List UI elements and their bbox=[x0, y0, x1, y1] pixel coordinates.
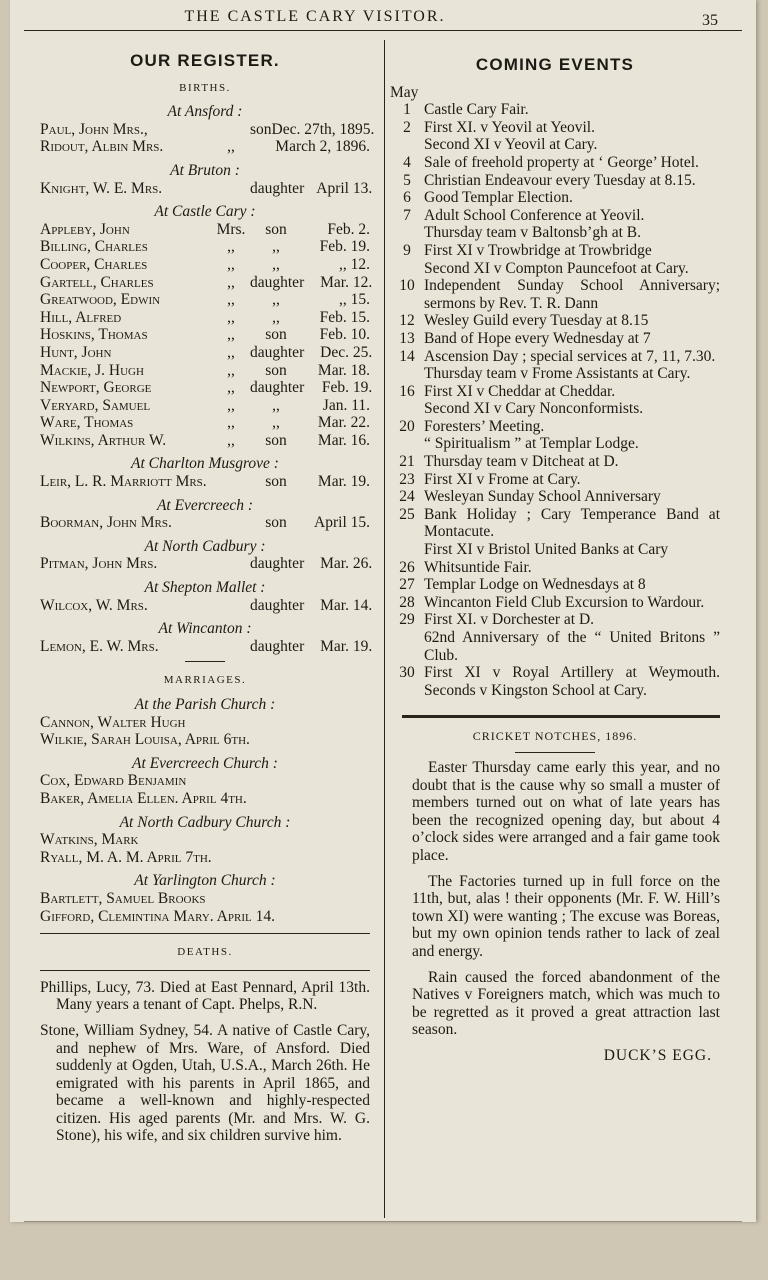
event-item bbox=[390, 312, 720, 330]
birth-name: Wilcox, W. Mrs. bbox=[40, 596, 148, 614]
birth-sex: ,, bbox=[272, 396, 280, 414]
event-item bbox=[390, 189, 720, 207]
event-day: 7 bbox=[403, 206, 411, 224]
event-line: Adult School Conference at Yeovil. bbox=[424, 206, 645, 224]
birth-name: Leir, L. R. Marriott Mrs. bbox=[40, 473, 207, 491]
event-text bbox=[424, 471, 720, 489]
birth-parent: ,, bbox=[227, 238, 235, 256]
birth-entry bbox=[40, 273, 373, 292]
event-item bbox=[390, 242, 720, 277]
event-day: 12 bbox=[399, 312, 415, 330]
marriage-place: At the Parish Church : bbox=[134, 696, 276, 713]
births-heading: BIRTHS. bbox=[179, 81, 231, 94]
birth-parent bbox=[212, 180, 250, 198]
birth-name: Mackie, J. Hugh bbox=[40, 361, 144, 379]
event-item bbox=[390, 506, 720, 559]
event-item bbox=[390, 453, 720, 471]
event-text bbox=[424, 101, 720, 119]
birth-entry bbox=[40, 291, 370, 309]
birth-name: Lemon, E. W. Mrs. bbox=[40, 637, 159, 655]
event-text bbox=[424, 418, 720, 453]
birth-sex: daughter bbox=[250, 343, 305, 361]
signature: DUCK’S EGG. bbox=[603, 1046, 712, 1064]
birth-entry bbox=[40, 596, 373, 615]
birth-sex: daughter bbox=[250, 555, 305, 573]
birth-date: Mar. 19. bbox=[320, 637, 373, 655]
event-day: 25 bbox=[399, 505, 415, 523]
event-day: 21 bbox=[399, 453, 415, 471]
birth-name: Gartell, Charles bbox=[40, 273, 154, 291]
death-entry: Phillips, Lucy, 73. Died at East Pennard, April 13th. Many years a tenant of Capt. Phelps, R.N. bbox=[40, 978, 370, 1014]
marriages-list bbox=[40, 696, 370, 925]
event-day: 6 bbox=[403, 189, 411, 207]
event-text bbox=[424, 242, 720, 277]
event-line: Wesley Guild every Tuesday at 8.15 bbox=[424, 312, 649, 330]
marriages-heading: MARRIAGES. bbox=[163, 674, 247, 687]
event-line: First XI. v Dorchester at D. bbox=[424, 611, 595, 629]
event-item bbox=[390, 418, 720, 453]
birth-parent bbox=[212, 473, 250, 491]
header-rule bbox=[24, 30, 742, 31]
events-title: COMING EVENTS bbox=[475, 55, 635, 74]
event-text bbox=[424, 576, 720, 594]
birth-name: Billing, Charles bbox=[40, 238, 148, 256]
event-line: Whitsuntide Fair. bbox=[424, 558, 532, 576]
event-text bbox=[424, 383, 720, 418]
birth-entry bbox=[40, 637, 373, 656]
divider bbox=[40, 970, 370, 971]
events-list bbox=[390, 101, 720, 699]
event-line: First XI v Royal Artillery at Weymouth. Seconds v Kingston School at Cary. bbox=[424, 664, 720, 699]
birth-parent bbox=[212, 597, 250, 615]
birth-entry bbox=[40, 414, 370, 432]
birth-date: Mar. 18. bbox=[317, 361, 370, 379]
birth-date: Feb. 2. bbox=[327, 220, 370, 238]
page-number: 35 bbox=[702, 12, 718, 29]
event-line: Castle Cary Fair. bbox=[424, 101, 529, 119]
event-item bbox=[390, 664, 720, 699]
event-item bbox=[390, 559, 720, 577]
birth-sex: daughter bbox=[250, 637, 305, 655]
event-line: Second XI v Compton Pauncefoot at Cary. bbox=[424, 259, 689, 277]
event-day: 1 bbox=[403, 101, 411, 119]
birth-sex: son bbox=[265, 473, 287, 491]
birth-entry bbox=[40, 221, 370, 239]
event-day: 16 bbox=[399, 382, 415, 400]
event-line: Second XI v Cary Nonconformists. bbox=[424, 400, 644, 418]
birth-date: Dec. 27th, 1895. bbox=[271, 120, 375, 138]
birth-name: Hoskins, Thomas bbox=[40, 326, 148, 344]
birth-parent: ,, bbox=[227, 308, 235, 326]
event-item bbox=[390, 611, 720, 664]
birth-name: Wilkins, Arthur W. bbox=[40, 431, 167, 449]
birth-sex: daughter bbox=[250, 179, 305, 197]
event-line: Band of Hope every Wednesday at 7 bbox=[424, 329, 651, 347]
birth-entry bbox=[40, 473, 370, 491]
birth-name: Paul, John Mrs., bbox=[40, 120, 148, 138]
event-item bbox=[390, 488, 720, 506]
birth-sex: son bbox=[265, 431, 287, 449]
event-line: Christian Endeavour every Tuesday at 8.15. bbox=[424, 171, 696, 189]
event-text bbox=[424, 154, 720, 172]
birth-entry bbox=[40, 514, 370, 532]
event-text bbox=[424, 330, 720, 348]
birth-date: ,, 12. bbox=[339, 255, 370, 273]
event-text bbox=[424, 664, 720, 699]
event-line: Thursday team v Baltonsb’gh at B. bbox=[424, 224, 641, 242]
birth-parent bbox=[212, 514, 250, 532]
birth-place: At Castle Cary : bbox=[154, 203, 256, 221]
event-line: Foresters’ Meeting. bbox=[424, 417, 545, 435]
cricket-title: CRICKET NOTCHES, 1896. bbox=[472, 729, 638, 744]
births-list bbox=[40, 103, 375, 655]
birth-date: Mar. 16. bbox=[317, 431, 370, 449]
deaths-list bbox=[40, 979, 370, 1145]
event-line: Thursday team v Frome Assistants at Cary. bbox=[424, 365, 691, 383]
birth-name: Hill, Alfred bbox=[40, 308, 122, 326]
birth-place: At Evercreech : bbox=[156, 496, 254, 514]
birth-entry bbox=[40, 326, 370, 344]
event-line: “ Spiritualism ” at Templar Lodge. bbox=[424, 435, 639, 453]
event-text bbox=[424, 611, 720, 664]
magazine-page bbox=[10, 0, 756, 1222]
birth-parent: ,, bbox=[227, 343, 235, 361]
birth-sex: daughter bbox=[250, 379, 305, 397]
birth-parent bbox=[212, 638, 250, 656]
event-text bbox=[424, 594, 720, 612]
birth-date: Jan. 11. bbox=[322, 396, 370, 414]
birth-parent: ,, bbox=[227, 291, 235, 309]
birth-entry bbox=[40, 256, 370, 274]
event-line: Wincanton Field Club Excursion to Wardour. bbox=[424, 593, 705, 611]
event-day: 27 bbox=[399, 576, 415, 594]
marriage-line: Ryall, M. A. M. April 7th. bbox=[40, 848, 212, 866]
birth-parent: ,, bbox=[227, 431, 235, 449]
event-item bbox=[390, 594, 720, 612]
event-day: 24 bbox=[399, 488, 415, 506]
event-day: 13 bbox=[399, 329, 415, 347]
birth-name: Greatwood, Edwin bbox=[40, 291, 161, 309]
event-day: 9 bbox=[403, 241, 411, 259]
birth-entry bbox=[40, 138, 370, 156]
birth-name: Cooper, Charles bbox=[40, 255, 148, 273]
event-line: Second XI v Yeovil at Cary. bbox=[424, 136, 598, 154]
birth-place: At Ansford : bbox=[167, 103, 243, 121]
event-item bbox=[390, 348, 720, 383]
event-line: Sale of freehold property at ‘ George’ Hotel. bbox=[424, 153, 699, 171]
event-line: Ascension Day ; special services at 7, 11, 7.30. bbox=[424, 347, 716, 365]
birth-name: Newport, George bbox=[40, 379, 152, 397]
register-title: OUR REGISTER. bbox=[130, 51, 280, 70]
birth-date: April 15. bbox=[314, 514, 370, 532]
birth-date: Feb. 19. bbox=[321, 379, 373, 397]
event-day: 4 bbox=[403, 153, 411, 171]
event-line: First XI. v Yeovil at Yeovil. bbox=[424, 118, 595, 136]
birth-date: March 2, 1896. bbox=[275, 138, 370, 156]
event-day: 5 bbox=[403, 171, 411, 189]
birth-sex: ,, bbox=[272, 308, 280, 326]
article-paragraph: Easter Thursday came early this year, and no doubt that is the cause why so small a muster of members turned out on what of late years has been the recognized opening day, but about 4 o’clock sides were arranged and a fair game took place. bbox=[412, 758, 720, 864]
event-text bbox=[424, 189, 720, 207]
birth-place: At Shepton Mallet : bbox=[144, 579, 266, 597]
birth-sex: ,, bbox=[272, 414, 280, 432]
event-line: Independent Sunday School Anniversary; sermons by Rev. T. R. Dann bbox=[424, 277, 720, 312]
birth-name: Pitman, John Mrs. bbox=[40, 555, 158, 573]
birth-sex: daughter bbox=[250, 596, 305, 614]
event-line: Good Templar Election. bbox=[424, 189, 573, 207]
birth-sex bbox=[250, 138, 275, 156]
marriage-line: Gifford, Clemintina Mary. April 14. bbox=[40, 907, 275, 925]
event-item bbox=[390, 576, 720, 594]
birth-entry bbox=[40, 238, 370, 256]
divider bbox=[402, 715, 720, 718]
marriage-line: Bartlett, Samuel Brooks bbox=[40, 889, 206, 907]
event-text bbox=[424, 207, 720, 242]
event-text bbox=[424, 506, 720, 559]
birth-name: Ridout, Albin Mrs. bbox=[40, 138, 164, 156]
marriage-line: Watkins, Mark bbox=[40, 831, 139, 849]
event-line: First XI v Frome at Cary. bbox=[424, 470, 581, 488]
event-line: 62nd Anniversary of the “ United Britons ” Club. bbox=[424, 629, 720, 664]
birth-parent bbox=[212, 121, 250, 139]
birth-name: Knight, W. E. Mrs. bbox=[40, 179, 163, 197]
birth-date: Dec. 25. bbox=[320, 343, 373, 361]
birth-name: Veryard, Samuel bbox=[40, 396, 151, 414]
event-text bbox=[424, 312, 720, 330]
event-item bbox=[390, 119, 720, 154]
birth-parent bbox=[212, 555, 250, 573]
event-line: Thursday team v Ditcheat at D. bbox=[424, 453, 619, 471]
running-header: THE CASTLE CARY VISITOR. bbox=[184, 8, 446, 25]
birth-entry bbox=[40, 120, 375, 139]
event-day: 2 bbox=[403, 118, 411, 136]
birth-date: Feb. 10. bbox=[319, 326, 370, 344]
death-entry: Stone, William Sydney, 54. A native of Castle Cary, and nephew of Mrs. Ware, of Ansford. Died suddenly at Ogden, Utah, U.S.A., March 26th. He emigrated with his parents in April 1865, and became a well-known and highly-respected citizen. His aged parents (Mr. and Mrs. W. G. Stone), his wife, and six children survive him. bbox=[40, 1021, 370, 1145]
event-item bbox=[390, 383, 720, 418]
event-line: Bank Holiday ; Cary Temperance Band at Montacute. bbox=[424, 505, 720, 541]
birth-sex: son bbox=[265, 220, 287, 238]
divider bbox=[185, 661, 225, 662]
event-day: 10 bbox=[399, 277, 415, 295]
event-line: First XI v Cheddar at Cheddar. bbox=[424, 382, 616, 400]
birth-date: Mar. 22. bbox=[317, 414, 370, 432]
event-item bbox=[390, 101, 720, 119]
event-day: 14 bbox=[399, 347, 415, 365]
event-item bbox=[390, 471, 720, 489]
event-day: 29 bbox=[399, 611, 415, 629]
event-text bbox=[424, 119, 720, 154]
event-text bbox=[424, 348, 720, 383]
birth-sex: son bbox=[265, 514, 287, 532]
event-text bbox=[424, 453, 720, 471]
marriage-line: Baker, Amelia Ellen. April 4th. bbox=[40, 789, 247, 807]
birth-entry bbox=[40, 397, 370, 415]
event-item bbox=[390, 154, 720, 172]
event-day: 20 bbox=[399, 417, 415, 435]
event-text bbox=[424, 172, 720, 190]
event-text bbox=[424, 559, 720, 577]
marriage-line: Cox, Edward Benjamin bbox=[40, 772, 187, 790]
page-bottom-edge bbox=[24, 1221, 742, 1222]
cricket-article bbox=[390, 759, 720, 1039]
birth-sex: daughter bbox=[250, 273, 305, 291]
event-item bbox=[390, 207, 720, 242]
birth-sex: ,, bbox=[272, 291, 280, 309]
event-text bbox=[424, 277, 720, 312]
birth-parent: ,, bbox=[227, 396, 235, 414]
event-day: 23 bbox=[399, 470, 415, 488]
divider bbox=[515, 752, 595, 753]
marriage-place: At Yarlington Church : bbox=[134, 872, 276, 890]
event-line: First XI v Trowbridge at Trowbridge bbox=[424, 241, 652, 259]
column-divider bbox=[384, 40, 385, 1218]
event-day: 28 bbox=[399, 593, 415, 611]
birth-date: Feb. 19. bbox=[319, 238, 370, 256]
deaths-heading: DEATHS. bbox=[177, 946, 233, 959]
birth-date: Mar. 12. bbox=[320, 273, 373, 291]
birth-name: Boorman, John Mrs. bbox=[40, 514, 172, 532]
article-paragraph: The Factories turned up in full force on the 11th, but, alas ! their opponents (Mr. F. W. Hill’s town XI) were wanting ; The excuse was Boreas, but my own opinion tends rather to lack of zeal and energy. bbox=[412, 872, 720, 960]
event-line: Templar Lodge on Wednesdays at 8 bbox=[424, 576, 646, 594]
birth-date: Mar. 26. bbox=[320, 555, 373, 573]
birth-entry bbox=[40, 379, 373, 397]
divider bbox=[40, 933, 370, 934]
birth-entry bbox=[40, 343, 373, 362]
birth-parent: ,, bbox=[227, 414, 235, 432]
birth-parent: Mrs. bbox=[216, 220, 246, 238]
event-item bbox=[390, 172, 720, 190]
birth-date: April 13. bbox=[316, 179, 373, 197]
events-month: May bbox=[390, 83, 419, 101]
birth-parent: ,, bbox=[227, 273, 235, 291]
event-item bbox=[390, 330, 720, 348]
birth-sex: son bbox=[265, 326, 287, 344]
birth-parent: ,, bbox=[227, 138, 235, 156]
birth-entry bbox=[40, 362, 370, 380]
birth-parent: ,, bbox=[227, 255, 235, 273]
birth-entry bbox=[40, 309, 370, 327]
birth-name: Hunt, John bbox=[40, 343, 112, 361]
birth-sex: ,, bbox=[272, 238, 280, 256]
birth-date: ,, 15. bbox=[339, 291, 370, 309]
event-item bbox=[390, 277, 720, 312]
birth-entry bbox=[40, 432, 370, 450]
birth-sex: son bbox=[265, 361, 287, 379]
marriage-place: At Evercreech Church : bbox=[132, 754, 278, 772]
birth-name: Appleby, John bbox=[40, 220, 130, 238]
birth-entry bbox=[40, 555, 373, 573]
register-column bbox=[40, 48, 375, 1153]
birth-parent: ,, bbox=[227, 326, 235, 344]
marriage-line: Wilkie, Sarah Louisa, April 6th. bbox=[40, 731, 250, 749]
birth-place: At Bruton : bbox=[170, 161, 240, 179]
event-text bbox=[424, 488, 720, 506]
birth-date: Mar. 14. bbox=[320, 596, 373, 614]
birth-place: At North Cadbury : bbox=[144, 537, 266, 555]
event-day: 30 bbox=[399, 664, 415, 682]
article-paragraph: Rain caused the forced abandonment of the Natives v Foreigners match, which was much to be regretted as it proved a great attraction last season. bbox=[412, 968, 720, 1039]
birth-parent: ,, bbox=[227, 361, 235, 379]
event-day: 26 bbox=[399, 558, 415, 576]
event-line: Wesleyan Sunday School Anniversary bbox=[424, 488, 661, 506]
birth-date: Feb. 15. bbox=[319, 308, 370, 326]
events-column bbox=[390, 52, 720, 1064]
birth-entry bbox=[40, 179, 373, 198]
birth-parent: ,, bbox=[227, 379, 235, 397]
birth-date: Mar. 19. bbox=[317, 473, 370, 491]
birth-sex: ,, bbox=[272, 255, 280, 273]
birth-name: Ware, Thomas bbox=[40, 414, 134, 432]
birth-place: At Wincanton : bbox=[158, 620, 252, 638]
marriage-line: Cannon, Walter Hugh bbox=[40, 713, 186, 731]
event-line: First XI v Bristol United Banks at Cary bbox=[424, 541, 669, 559]
marriage-place: At North Cadbury Church : bbox=[119, 813, 291, 831]
birth-place: At Charlton Musgrove : bbox=[131, 455, 279, 473]
birth-sex: son bbox=[250, 120, 272, 138]
